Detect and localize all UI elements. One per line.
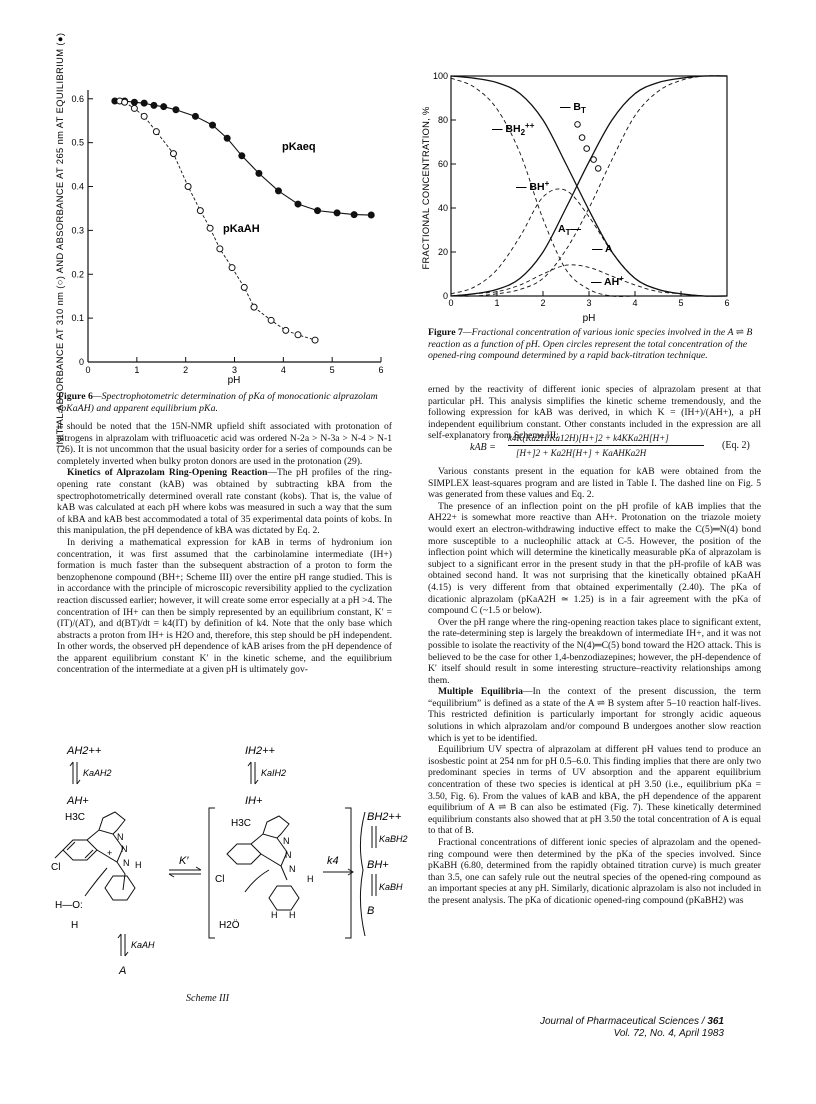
fig6-point-filled [351,212,357,218]
fig6-ytick: 0.3 [71,225,84,236]
fig6-point-filled [275,188,281,194]
fig7-xtick: 4 [632,298,638,308]
fig7-point-open [584,146,590,152]
scheme-a: A [119,965,127,977]
eq-lhs: kAB = [470,442,496,453]
fig7-point-open [591,157,597,163]
fig7-xtick: 3 [586,298,592,308]
fig7-line-bh2- [451,78,727,296]
fig7-caption-text: —Fractional concentration of various ionic species involved in the A ⇌ B reaction as a function of pH. Open circles represent the total concentration of the opened-ring compound determined by a rapid back-titration technique. [428,327,753,361]
fig6-point-open [283,327,289,333]
fig6-label-eq: pKaeq [282,141,316,153]
fig6-point-filled [131,99,137,105]
left-para-1: it should be noted that the 15N-NMR upfield shift associated with protonation of nitrogens in alprazolam with trifluoacetic acid was ordered N-2a > N-3a > N-4 > N-1 (26). It is not uncommon that the usual basicity order for a series of compounds can be completely inverted when bulky proton donors are used in the protonation (29). [57,421,392,467]
scheme-h-bottom: H [71,920,79,931]
svg-text:H: H [307,874,314,884]
fig6-point-open [141,113,147,119]
fig6-point-filled [256,170,262,176]
eq-numerator: k4K(Ka2H/Ka12H)[H+]2 + k4KKa2H[H+] [508,433,669,443]
footer-journal: Journal of Pharmaceutical Sciences / [540,1016,705,1027]
svg-text:N: N [121,844,128,854]
fig6-point-open [217,246,223,252]
fig7-ylabel: FRACTIONAL CONCENTRATION, % [421,106,431,270]
left-column-text [57,421,392,676]
fig6-xlabel: pH [227,375,241,386]
left-para-2 [57,467,392,537]
fig6-point-filled [161,104,167,110]
fig6-point-filled [151,102,157,108]
fig6-line-ah [120,101,315,340]
right-column-text-2 [428,466,761,907]
fig6-label-ah: pKaAH [223,223,260,235]
scheme-bh2: BH2++ [367,811,402,823]
figure-7-caption [428,327,758,362]
fig6-xtick: 0 [85,365,91,375]
scheme-k4: k4 [327,855,339,867]
scheme-kprime: K′ [179,855,189,867]
fig6-point-open [312,337,318,343]
fig7-line-a [451,76,727,296]
scheme-hoh: H—O: [55,900,83,911]
scheme-h3c-mid: H3C [231,818,252,829]
fig7-xtick: 5 [678,298,684,308]
fig6-point-filled [295,201,301,207]
fig7-label-bt: — $B_T$ [560,101,586,115]
fig7-ytick: 40 [437,203,448,213]
fig6-point-open [268,317,274,323]
fig6-ytick: 0.1 [71,313,84,324]
fig7-line-a-t [451,76,727,296]
eq-label: (Eq. 2) [722,440,750,451]
scheme-b: B [367,905,375,917]
fig7-label-ah: — AH+ [591,274,624,288]
fig6-ylabel: INITIAL ABSORBANCE AT 310 nm (○) AND ABSORBANCE AT 265 nm AT EQUILIBRIUM (●) [55,32,65,448]
fig7-line-b-t [451,76,727,296]
fig6-xtick: 2 [183,365,189,375]
fig6-caption-text: —Spectrophotometric determination of pKa of monocationic alprazolam (pKaAH) and apparent equilibrium pKa. [58,391,378,414]
scheme-caption: Scheme III [186,993,230,1004]
fig6-xtick: 1 [134,365,140,375]
fig6-caption-label: Figure 6 [58,391,93,402]
fig7-label-bh: — BH+ [516,179,550,193]
fig7-ytick: 80 [437,115,448,125]
fig6-point-filled [141,100,147,106]
eq-fraction-bar [508,445,704,446]
fig6-point-filled [224,135,230,141]
fig6-point-open [197,208,203,214]
fig6-point-open [170,151,176,157]
fig6-point-filled [173,107,179,113]
svg-text:N: N [123,858,130,868]
fig6-point-filled [210,122,216,128]
scheme-ah: AH+ [67,795,89,807]
fig7-ytick: 60 [437,159,448,169]
fig7-ytick: 0 [442,291,448,301]
fig6-xtick: 6 [378,365,384,375]
left-para-3: In deriving a mathematical expression for kAB in terms of hydronium ion concentration, it was first assumed that the carbinolamine intermediate (IH+) formation is much faster than the subsequent abstraction of a proton to form the benzophenone compound (BH+; Scheme III) over the entire pH range studied. This is in accordance with the principle of microscopic reversibility applied to the cyclization reaction discussed earlier; however, it will create some error especially at a pH >4. The concentration of IH+ can then be simply represented by an equilibrium constant, K′ = (IT)/(AT), and d(BT)/dt = k4(IT) by definition of k4. Note that the only base which abstracts a proton from IH+ is H2O and, therefore, this step should be pH independent. In other words, the observed pH dependence of kAB arises from the pH dependence of the apparent equilibrium constant K′ in the kinetic scheme, and the equilibrium concentration of the intermediate at a given pH is ultimately gov- [57,536,392,676]
scheme-cl-left: Cl [51,862,61,873]
right-para-4: Over the pH range where the ring-opening reaction takes place to significant extent, the rate-determining step is largely the breakdown of intermediate IH+, and it was not possible to isolate the reactivity of the N(4)═C(5) bond toward the H2O attack. This is believed to be the case for other 1,4-benzodiazepines; however, the pH-dependence of K′ itself should result in some interesting structure–reactivity relationships among them. [428,616,761,686]
fig6-point-open [295,332,301,338]
eq-denominator: [H+]2 + Ka2H[H+] + KaAHKa2H [516,448,647,458]
fig6-point-open [229,265,235,271]
fig7-xtick: 2 [540,298,546,308]
figure-6-caption [58,391,388,414]
footer-volume: Vol. 72, No. 4, April 1983 [613,1028,724,1039]
right-para-6: Equilibrium UV spectra of alprazolam at different pH values tend to produce an isosbestic point at 254 nm for pH 0.5–6.0. This finding implies that there are only two predominant species in terms of UV absorption and the apparent equilibrium concentration of these two species is identical at pH 3.50 (i.e., equilibrium pKa = 3.50, Fig. 6). From the values of kAB and kBA, the pH dependence of the apparent equilibrium of A ⇌ B can also be estimated (Fig. 7). These kinetically determined equilibrium constants also showed that at pH 3.50 the total concentration of A is equal to that of B. [428,744,761,837]
scheme-h2o-mid: H2Ö [219,920,240,931]
fig6-point-filled [334,210,340,216]
right-para-7: Fractional concentrations of different ionic species of alprazolam and the opened-ring compound were then determined by the pKa of the species involved. Since pKaBH (6.80, determined from the rapidly obtained titration curve) is much greater than 3.5, one can safely rule out the neutral species of the opened-ring compound as an important species at any pH. Similarly, dicationic alprazolam is also not included in the present analysis. The pKa of dicationic opened-ring compound (pKaBH2) was [428,837,761,906]
left-para-2-body: —The pH profiles of the ring-opening rate constant (kAB) was obtained by subtracting kBA from the spectrophotometrically determined overall rate constant (kobs). That is, the value of kAB was calculated at each pH where kobs was measured in such a way that the sum of kBA and kAB best accommodated a total of 35 experimental data points of kobs. In this manipulation, the pH dependence of kBA was dictated by Eq. 2. [57,467,392,537]
fig6-point-open [185,184,191,190]
fig6-ytick: 0.2 [71,269,84,280]
fig7-ytick: 100 [432,71,448,81]
scheme-ka-ih2: KaIH2 [261,768,287,778]
fig6-point-open [122,99,128,105]
scheme-iii [51,742,408,1002]
fig6-ytick: 0.5 [71,137,84,148]
right-para-1: erned by the reactivity of different ionic species of alprazolam present at that particular pH. This analysis simplifies the kinetic scheme tremendously, and the following expression for kAB was derived, in which K = (IH+)/(AH+), a pH independent equilibrium constant. Other constants included in the expression are all self-explanatory from Scheme III: [428,384,761,442]
right-para-5 [428,686,761,744]
scheme-ka-bh: KaBH [379,882,403,892]
fig6-point-filled [315,208,321,214]
fig7-line-bh- [451,189,727,296]
fig6-point-open [131,105,137,111]
fig6-point-open [153,129,159,135]
svg-text:N: N [117,832,124,842]
fig7-point-open [575,122,581,128]
svg-text:N: N [285,850,292,860]
right-para-3: The presence of an inflection point on the pH profile of kAB implies that the AH22+ is somewhat more reactive than AH+. Protonation on the triazole moiety would exert an electron-withdrawing inductive effect to make the C(5)═N(4) bond more susceptible to a nucleophilic attack at C-5. However, the position of the inflection point which will determine the kinetically measurable pKa of alprazolam is subject to a significant error in the present study in that the pH-profile of kAB was obtained second hand. It was not surprising that the kinetically obtained pKaAH (4.15) is very different from that obtained experimentally (2.40). The pKa of dicationic alprazolam (pKaA2H ≃ 1.25) is in a fair agreement with the pKa of compound C (~1.5 or below). [428,500,761,617]
scheme-cl-mid: Cl [215,874,225,885]
fig6-point-filled [368,212,374,218]
fig7-label-at: $A_T—$ [558,223,581,237]
scheme-bh: BH+ [367,859,389,871]
scheme-ka-ah2: KaAH2 [83,768,112,778]
right-para-2: Various constants present in the equation for kAB were obtained from the SIMPLEX least-squares program and are listed in Table I. The dashed line on Fig. 5 was generated from these values and Eq. 2. [428,466,761,501]
fig6-xtick: 5 [329,365,335,375]
footer-page: 361 [707,1016,724,1027]
section-heading-kinetics: Kinetics of Alprazolam Ring-Opening Reaction [67,467,268,479]
fig7-xlabel: pH [582,313,596,324]
fig6-ytick: 0.4 [71,181,84,192]
fig6-xtick: 3 [231,365,238,375]
scheme-ah2: AH2++ [67,745,102,757]
scheme-h3c-left: H3C [65,812,86,823]
fig7-label-bh2: — $BH_2^{++}$ [492,121,535,137]
figure-7-chart [418,68,758,326]
section-heading-equilibria: Multiple Equilibria [438,686,523,698]
journal-footer [540,1016,724,1040]
svg-text:N: N [289,864,296,874]
fig7-point-open [579,135,585,141]
fig7-xtick: 0 [448,298,454,308]
equation-2 [470,433,762,463]
fig6-xtick: 4 [280,365,286,375]
svg-text:N: N [283,836,290,846]
fig6-point-filled [192,113,198,119]
fig6-point-open [241,284,247,290]
svg-text:H: H [289,910,296,920]
fig7-xtick: 1 [494,298,500,308]
fig6-point-open [207,225,213,231]
scheme-ka-ah: KaAH [131,940,155,950]
fig7-caption-label: Figure 7 [428,327,463,338]
fig6-point-open [251,304,257,310]
fig7-label-a: — A [592,243,613,255]
fig7-ytick: 20 [437,247,448,257]
fig7-xtick: 6 [724,298,730,308]
scheme-ih: IH+ [245,795,263,807]
fig7-point-open [595,166,601,172]
svg-text:H: H [135,860,142,870]
scheme-ka-bh2: KaBH2 [379,834,408,844]
right-para-5-body: —In the context of the present discussion, the term “equilibrium” is defined as a state of the A ⇌ B system after 5–10 reaction half-lives. This restricted definition is particularly important for strongly acidic aqueous solutions in which alprazolam and/or compound B undergoes another slow reaction which is yet to be identified. [428,686,762,744]
fig6-ytick: 0.6 [71,93,84,104]
fig6-ytick: 0 [78,357,84,367]
fig6-point-filled [239,153,245,159]
svg-text:+: + [107,848,113,858]
scheme-ih2: IH2++ [245,745,275,757]
svg-text:H: H [271,910,278,920]
